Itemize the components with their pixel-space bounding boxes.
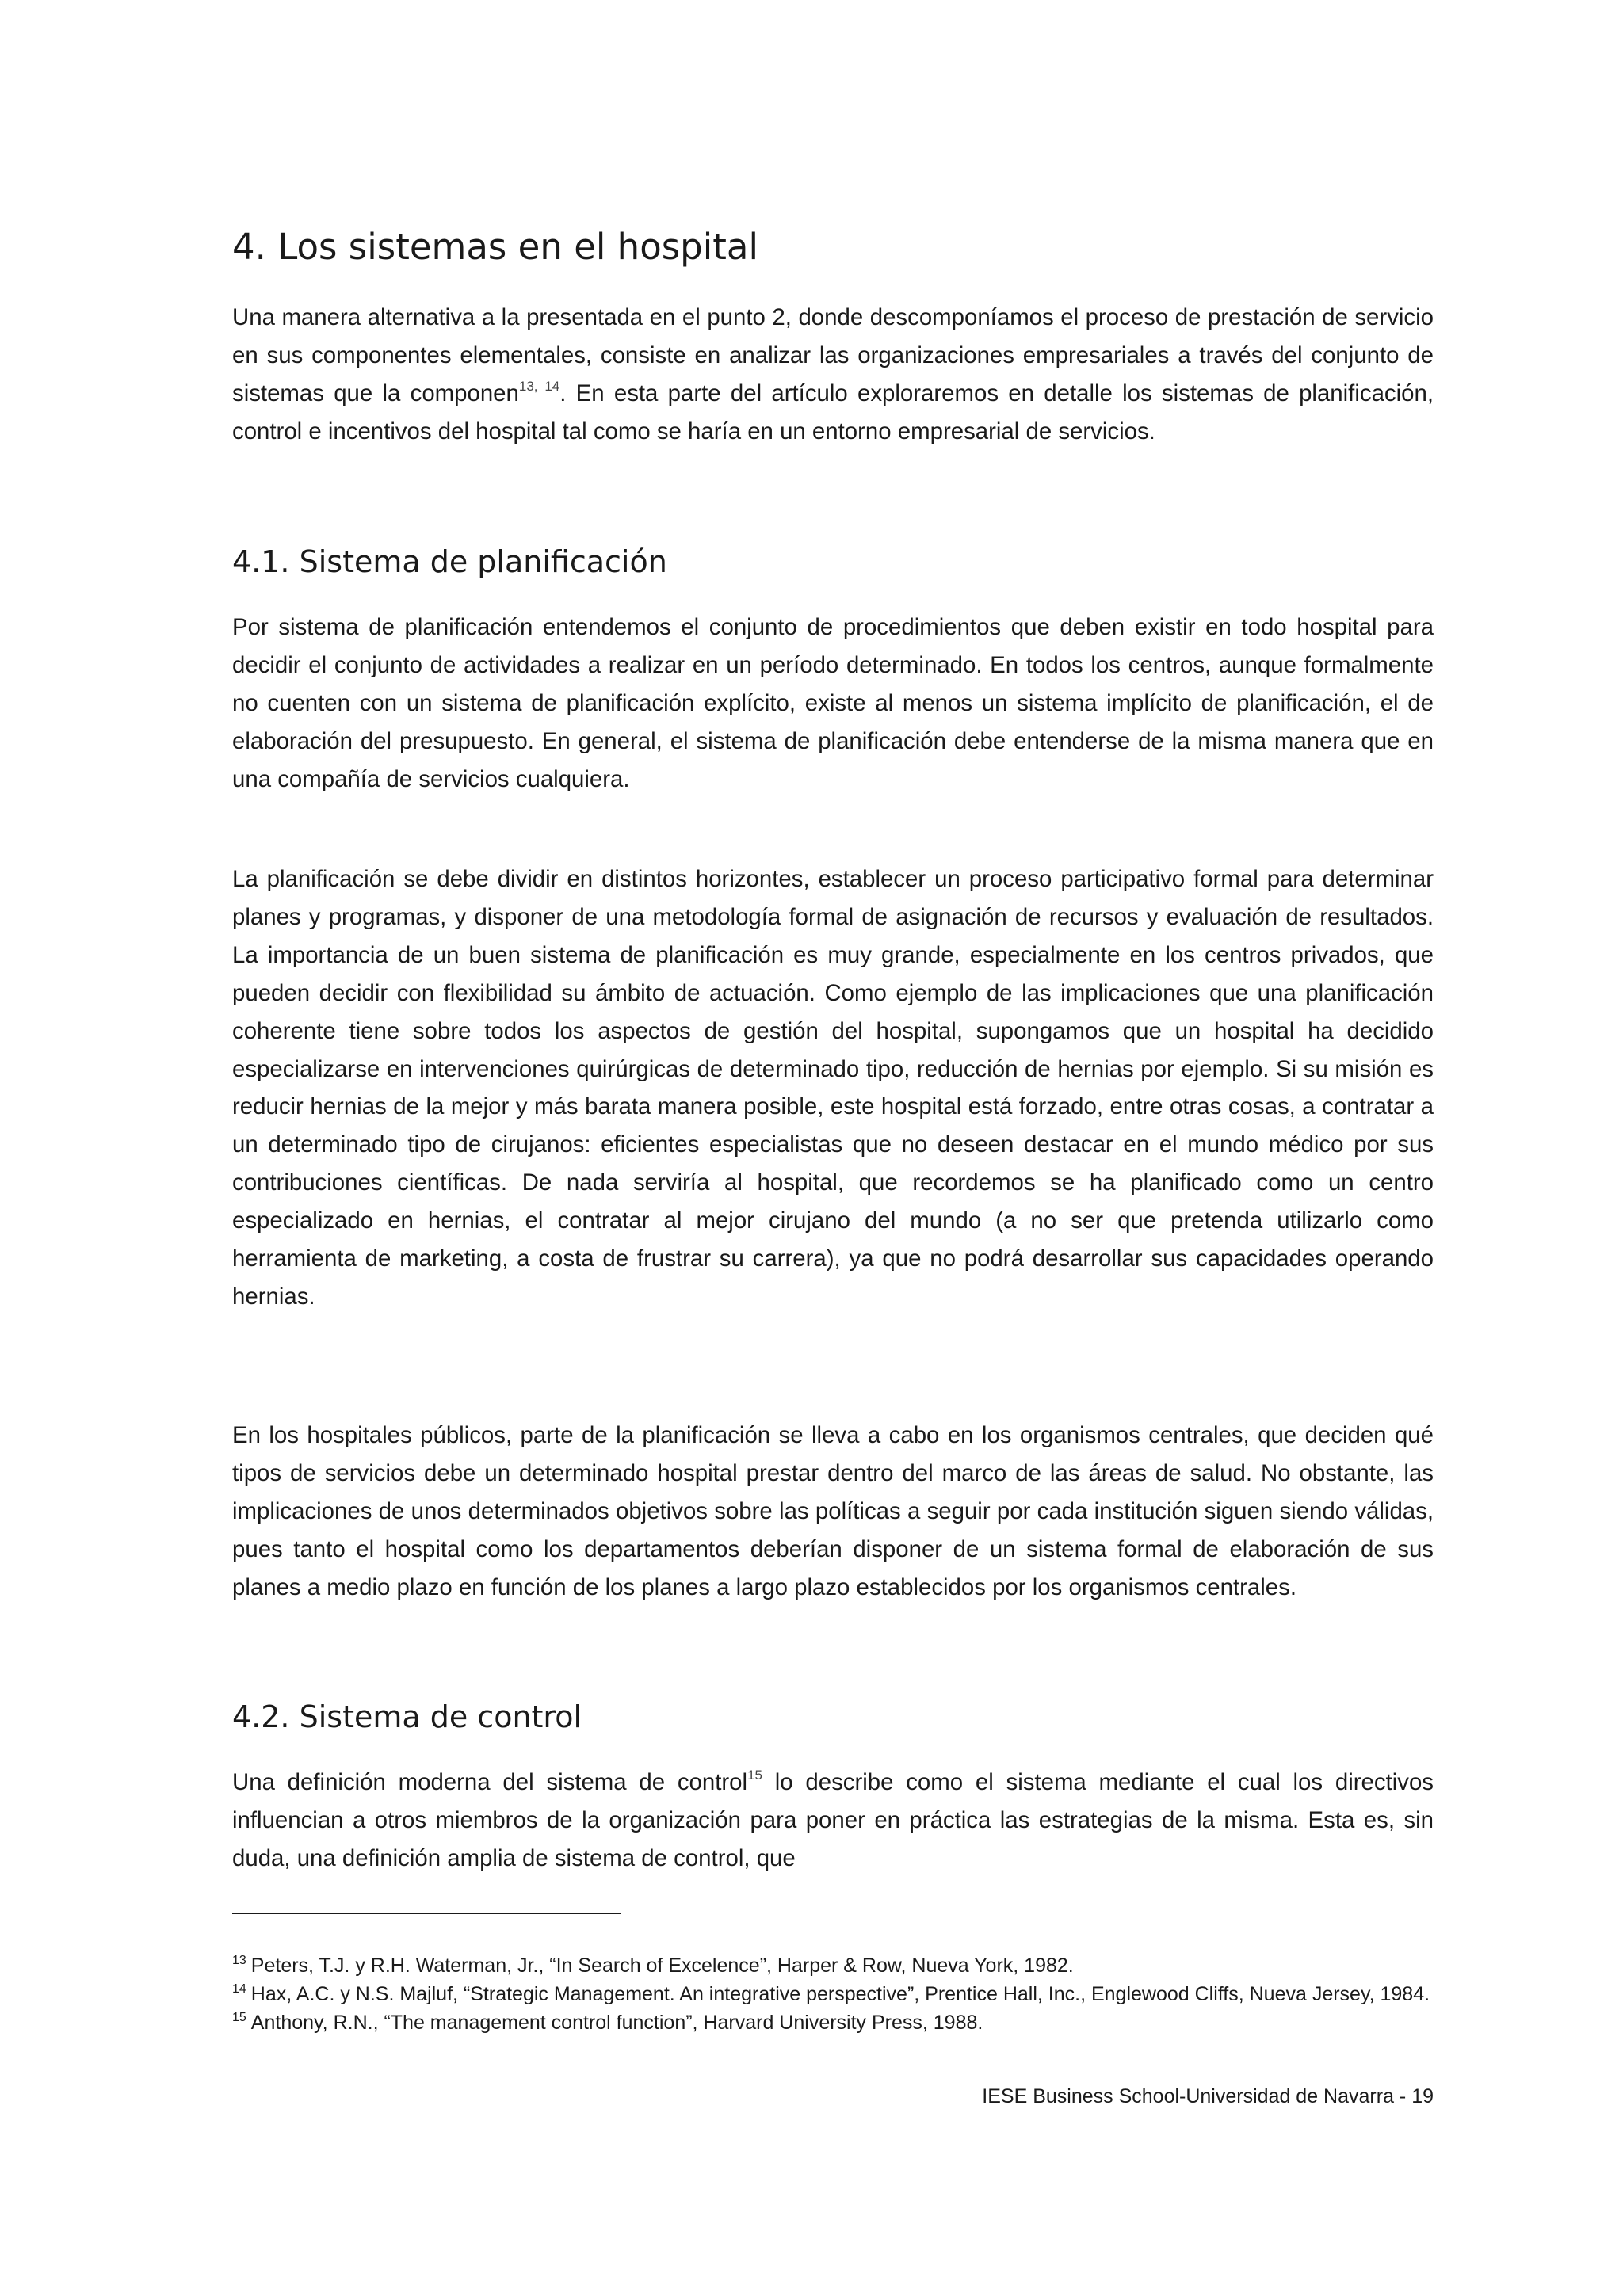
subsection-title-control: 4.2. Sistema de control: [232, 1699, 582, 1734]
footnote-text: Anthony, R.N., “The management control function”, Harvard University Press, 1988.: [250, 2012, 983, 2034]
footnote-ref-13-14[interactable]: 13, 14: [518, 378, 560, 394]
footnote-14: [232, 1980, 1434, 2008]
planning-paragraph-3: En los hospitales públicos, parte de la planificación se lleva a cabo en los organismos centrales, que deciden qué tipos de servicios debe un determinado hospital prestar dentro del marco de las áreas de salud. No obstante, las implicaciones de unos determinados objetivos sobre las políticas a seguir por cada institución siguen siendo válidas, pues tanto el hospital como los departamentos deberían disponer de un sistema formal de elaboración de sus planes a medio plazo en función de los planes a largo plazo establecidos por los organismos centrales.: [232, 1422, 1434, 1600]
footnote-number: 13: [232, 1954, 246, 1967]
footnote-15: [232, 2008, 1434, 2037]
footnote-divider: [232, 1913, 621, 1914]
control-text-end: lo describe como el sistema mediante el cual los directivos influencian a otros miembros de la organización para poner en práctica las estrategias de la misma. Esta es, sin duda, una definición amplia de sistema de control, que: [232, 1769, 1434, 1871]
section-title: 4. Los sistemas en el hospital: [232, 226, 758, 268]
planning-paragraph-1: Por sistema de planificación entendemos el conjunto de procedimientos que deben existir en todo hospital para decidir el conjunto de actividades a realizar en un período determinado. En todos los centros, aunque formalmente no cuenten con un sistema de planificación explícito, existe al menos un sistema implícito de planificación, el de elaboración del presupuesto. En general, el sistema de planificación debe entenderse de la misma manera que en una compañía de servicios cualquiera.: [232, 614, 1434, 792]
footnote-13: [232, 1951, 1434, 1980]
control-paragraph: [232, 1764, 1434, 1878]
intro-paragraph: [232, 299, 1434, 451]
footnote-ref-15[interactable]: 15: [747, 1768, 762, 1783]
subsection-title-planning: 4.1. Sistema de planificación: [232, 544, 667, 579]
footnote-text: Peters, T.J. y R.H. Waterman, Jr., “In Search of Excelence”, Harper & Row, Nueva York, 1982.: [250, 1955, 1074, 1977]
planning-paragraph-2: La planificación se debe dividir en distintos horizontes, establecer un proceso participativo formal para determinar planes y programas, y disponer de una metodología formal de asignación de recursos y evaluación de resultados. La importancia de un buen sistema de planificación es muy grande, especialmente en los centros privados, que pueden decidir con flexibilidad su ámbito de actuación. Como ejemplo de las implicaciones que una planificación coherente tiene sobre todos los aspectos de gestión del hospital, supongamos que un hospital ha decidido especializarse en intervenciones quirúrgicas de determinado tipo, reducción de hernias por ejemplo. Si su misión es reducir hernias de la mejor y más barata manera posible, este hospital está forzado, entre otras cosas, a contratar a un determinado tipo de cirujanos: eficientes especialistas que no deseen destacar en el mundo médico por sus contribuciones científicas. De nada serviría al hospital, que recordemos se ha planificado como un centro especializado en hernias, el contratar al mejor cirujano del mundo (a no ser que pretenda utilizarlo como herramienta de marketing, a costa de frustrar su carrera), ya que no podrá desarrollar sus capacidades operando hernias.: [232, 866, 1434, 1310]
footnotes: [232, 1951, 1434, 2037]
intro-text: Una manera alternativa a la presentada en el punto 2, donde descomponíamos el proceso de prestación de servicio en sus componentes elementales, consiste en analizar las organizaciones empresariales a través del conjunto de sistemas que la componen: [232, 304, 1434, 406]
footnote-text: Hax, A.C. y N.S. Majluf, “Strategic Management. An integrative perspective”, Prentice Hall, Inc., Englewood Cliffs, Nueva Jersey, 1984.: [250, 1983, 1430, 2005]
control-text: Una definición moderna del sistema de control: [232, 1769, 748, 1795]
footnote-number: 15: [232, 2011, 246, 2024]
footnote-number: 14: [232, 1982, 246, 1996]
page-footer: IESE Business School-Universidad de Navarra - 19: [982, 2085, 1434, 2107]
intro-text-end: . En esta parte del artículo exploraremos en detalle los sistemas de planificación, control e incentivos del hospital tal como se haría en un entorno empresarial de servicios.: [232, 379, 1434, 444]
